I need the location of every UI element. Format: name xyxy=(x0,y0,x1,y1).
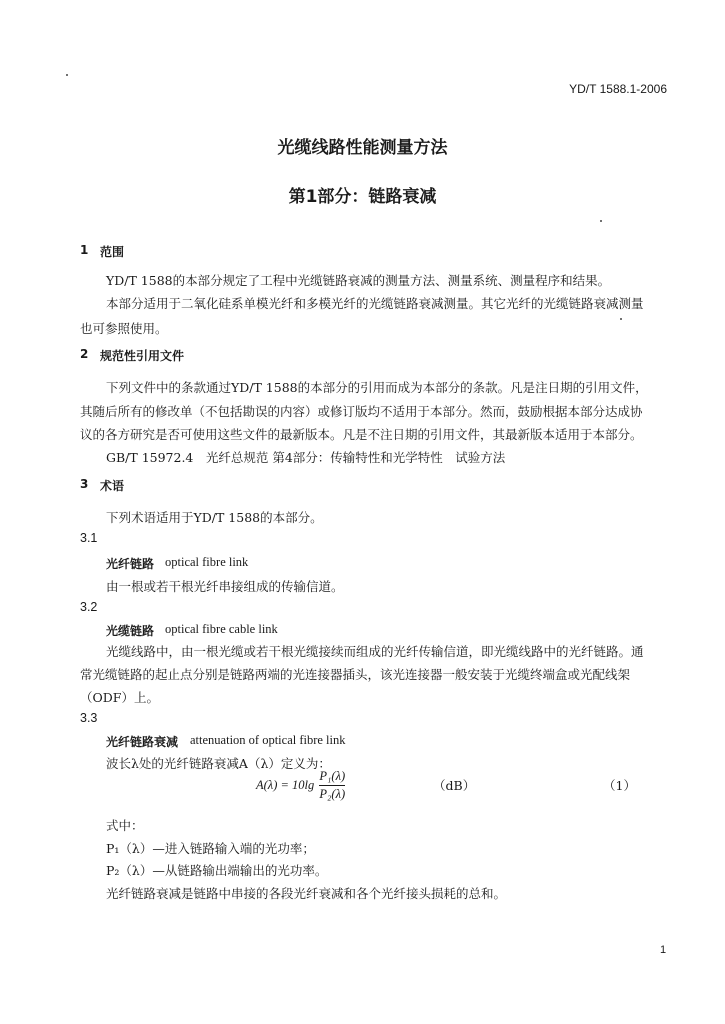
standard-number: YD/T 1588.1-2006 xyxy=(569,82,667,96)
term-3-2-definition-line-1: 光缆线路中，由一根光缆或若干根光缆接续而组成的光纤传输信道，即光缆线路中的光纤链路。通 xyxy=(106,644,644,659)
term-3-3-definition: 波长λ处的光纤链路衰减A（λ）定义为： xyxy=(106,756,331,771)
term-3-2-chinese: 光缆链路 xyxy=(106,624,155,638)
term-3-2-definition-line-2: 常光缆链路的起止点分别是链路两端的光连接器插头，该光连接器一般安装于光缆终端盒或光配线架 xyxy=(80,667,631,682)
where-label: 式中： xyxy=(106,818,144,833)
scan-speck xyxy=(66,74,68,76)
section-3-intro: 下列术语适用于YD/T 1588的本部分。 xyxy=(106,510,323,525)
term-3-3-number: 3.3 xyxy=(80,711,98,725)
scan-speck xyxy=(620,318,622,320)
term-3-2-definition-line-3: （ODF）上。 xyxy=(80,690,159,705)
variable-p1: P₁（λ）—进入链路输入端的光功率； xyxy=(106,841,315,856)
section-2-paragraph-line-3: 议的各方研究是否可使用这些文件的最新版本。凡是不注日期的引用文件，其最新版本适用于本部分。 xyxy=(80,427,643,442)
document-subtitle: 第1部分：链路衰减 xyxy=(288,187,437,207)
variable-p2: P₂（λ）—从链路输出端输出的光功率。 xyxy=(106,863,328,878)
formula-number: （1） xyxy=(603,778,636,793)
document-title: 光缆线路性能测量方法 xyxy=(277,138,448,158)
section-1-number: 1 xyxy=(80,243,89,257)
term-3-1-definition: 由一根或若干根光纤串接组成的传输信道。 xyxy=(106,579,344,594)
section-1-heading: 范围 xyxy=(100,245,125,259)
section-1-paragraph-1: YD/T 1588的本部分规定了工程中光缆链路衰减的测量方法、测量系统、测量程序和结果。 xyxy=(106,273,611,288)
term-3-3-english: attenuation of optical fibre link xyxy=(190,733,346,747)
section-2-heading: 规范性引用文件 xyxy=(100,349,185,363)
section-2-paragraph-line-1: 下列文件中的条款通过YD/T 1588的本部分的引用而成为本部分的条款。凡是注日期的引用文件， xyxy=(106,380,648,395)
section-2-number: 2 xyxy=(80,347,89,361)
term-3-1-number: 3.1 xyxy=(80,531,98,545)
section-2-paragraph-line-2: 其随后所有的修改单（不包括勘误的内容）或修订版均不适用于本部分。然而，鼓励根据本部分达成协 xyxy=(80,404,643,419)
formula-unit: （dB） xyxy=(433,778,476,793)
scan-speck xyxy=(600,220,602,222)
section-3-number: 3 xyxy=(80,477,89,491)
formula-denominator: P₂(λ) xyxy=(319,787,346,801)
formula xyxy=(256,768,345,803)
normative-reference: GB/T 15972.4 光纤总规范 第4部分：传输特性和光学特性 试验方法 xyxy=(106,450,506,465)
section-1-paragraph-2-line-1: 本部分适用于二氧化硅系单模光纤和多模光纤的光缆链路衰减测量。其它光纤的光缆链路衰减测量 xyxy=(106,296,644,311)
formula-fraction xyxy=(319,768,345,803)
term-3-3-summary: 光纤链路衰减是链路中串接的各段光纤衰减和各个光纤接头损耗的总和。 xyxy=(106,886,507,901)
term-3-3-chinese: 光纤链路衰减 xyxy=(106,735,179,749)
term-3-1-english: optical fibre link xyxy=(165,555,249,569)
formula-lhs: A(λ) = 10lg xyxy=(256,778,315,792)
term-3-2-number: 3.2 xyxy=(80,600,98,614)
formula-numerator: P₁(λ) xyxy=(319,768,345,786)
section-3-heading: 术语 xyxy=(100,479,125,493)
section-1-paragraph-2-line-2: 也可参照使用。 xyxy=(80,321,168,336)
term-3-1-chinese: 光纤链路 xyxy=(106,557,155,571)
page-number: 1 xyxy=(660,944,667,956)
term-3-2-english: optical fibre cable link xyxy=(165,622,278,636)
